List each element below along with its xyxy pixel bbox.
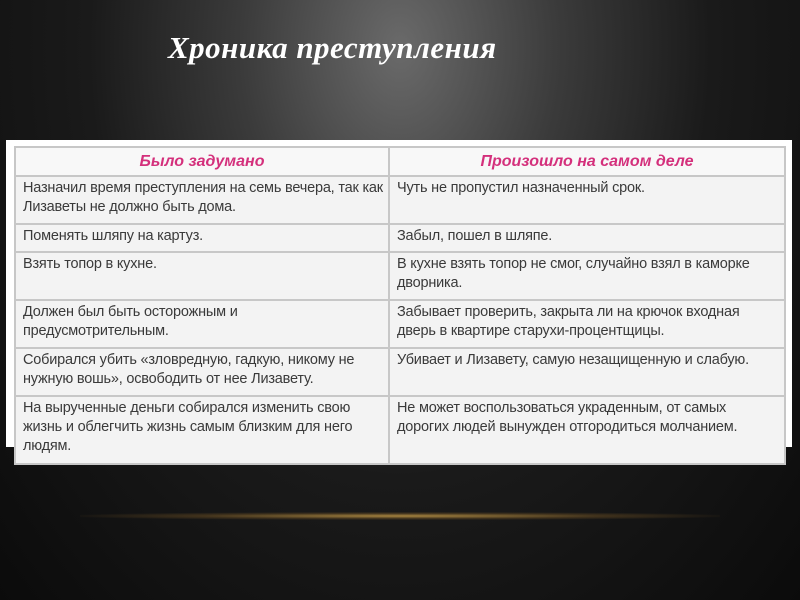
table-header-row <box>15 147 785 176</box>
table-row <box>15 176 785 224</box>
actual-cell: В кухне взять топор не смог, случайно взял в каморке дворника. <box>389 252 785 300</box>
column-header-actual: Произошло на самом деле <box>389 147 785 176</box>
actual-cell: Забыл, пошел в шляпе. <box>389 224 785 252</box>
comparison-table-frame <box>6 140 792 454</box>
table-row <box>15 224 785 252</box>
column-header-planned: Было задумано <box>15 147 389 176</box>
planned-cell: Взять топор в кухне. <box>15 252 389 300</box>
planned-cell: Собирался убить «зловредную, гадкую, никому не нужную вошь», освободить от нее Лизавету. <box>15 348 389 396</box>
planned-cell: Назначил время преступления на семь вечера, так как Лизаветы не должно быть дома. <box>15 176 389 224</box>
comparison-table <box>14 146 786 465</box>
table-row <box>15 300 785 348</box>
actual-cell: Не может воспользоваться украденным, от самых дорогих людей вынужден отгородиться молчанием. <box>389 396 785 464</box>
table-row <box>15 348 785 396</box>
planned-cell: Поменять шляпу на картуз. <box>15 224 389 252</box>
actual-cell: Забывает проверить, закрыта ли на крючок входная дверь в квартире старухи-процентщицы. <box>389 300 785 348</box>
table-row <box>15 252 785 300</box>
table-row <box>15 396 785 464</box>
planned-cell: На вырученные деньги собирался изменить свою жизнь и облегчить жизнь самым близким для него людям. <box>15 396 389 464</box>
slide-title: Хроника преступления <box>168 30 497 65</box>
planned-cell: Должен был быть осторожным и предусмотрительным. <box>15 300 389 348</box>
actual-cell: Убивает и Лизавету, самую незащищенную и слабую. <box>389 348 785 396</box>
actual-cell: Чуть не пропустил назначенный срок. <box>389 176 785 224</box>
decorative-glow-line <box>80 512 720 520</box>
